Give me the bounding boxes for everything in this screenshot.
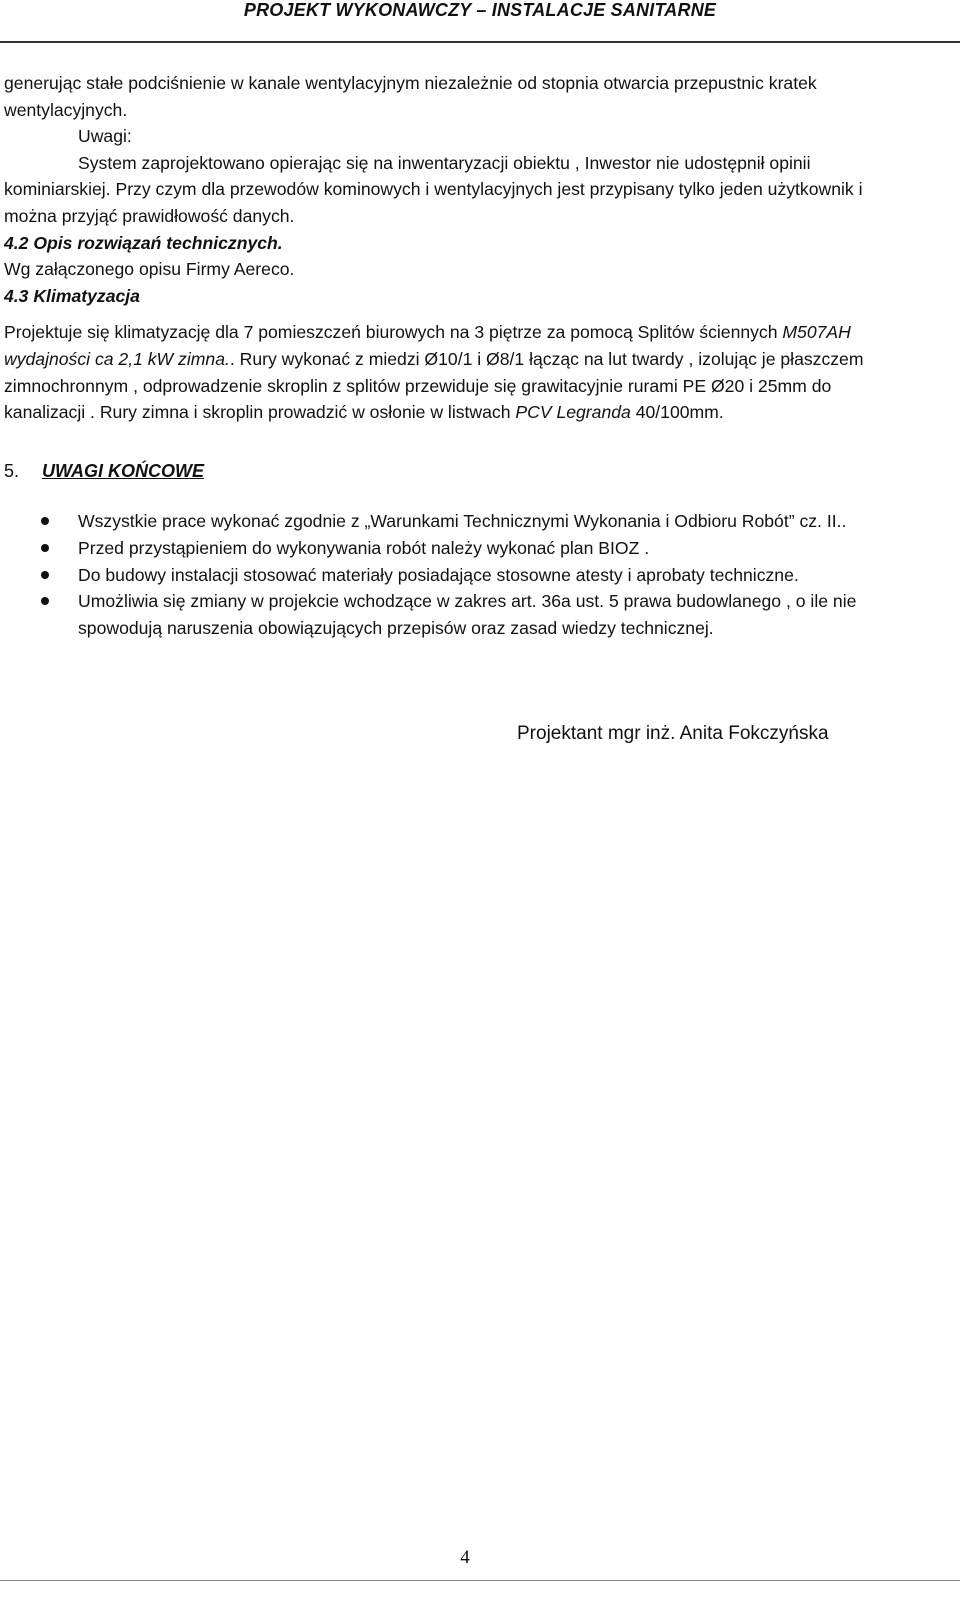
section-4-3-text-1: Projektuje się klimatyzację dla 7 pomieszczeń biurowych na 3 piętrze za pomocą Splitów ściennych bbox=[4, 322, 783, 343]
intro-line-1: generując stałe podciśnienie w kanale wentylacyjnym niezależnie od stopnia otwarcia przepustnic kratek bbox=[4, 73, 817, 93]
section-4-3-text-2: . Rury wykonać z miedzi Ø10/1 i Ø8/1 łącząc na lut twardy , izolując je płaszczem bbox=[229, 348, 864, 369]
cooling-capacity: wydajności ca 2,1 kW zimna. bbox=[4, 348, 230, 369]
list-item: Przed przystąpieniem do wykonywania robót należy wykonać plan BIOZ . bbox=[4, 535, 904, 562]
section-5-heading bbox=[4, 458, 904, 485]
bullet-icon bbox=[41, 544, 49, 552]
bullet-icon bbox=[41, 571, 49, 579]
bullet-icon bbox=[41, 517, 49, 525]
list-item: Wszystkie prace wykonać zgodnie z „Warunkami Technicznymi Wykonania i Odbioru Robót” cz. II.. bbox=[4, 508, 904, 535]
section-5-number: 5. bbox=[4, 460, 20, 481]
section-4-3-line-2 bbox=[4, 346, 904, 373]
section-4-3-line-4 bbox=[4, 399, 904, 426]
section-5-title: UWAGI KOŃCOWE bbox=[42, 460, 204, 481]
page-number: 4 bbox=[460, 1547, 470, 1568]
section-4-3-text-4b: 40/100mm. bbox=[630, 402, 724, 423]
list-item: Umożliwia się zmiany w projekcie wchodzące w zakres art. 36a ust. 5 prawa budowlanego , o ile nie spowodują naruszenia obowiązujących przepisów oraz zasad wiedzy technicznej. bbox=[4, 588, 904, 641]
section-4-3-line-3: zimnochronnym , odprowadzenie skroplin z splitów przewiduje się grawitacyjnie rurami PE Ø20 i 25mm do bbox=[4, 375, 832, 396]
remarks-label: Uwagi: bbox=[78, 126, 132, 147]
document-title: PROJEKT WYKONAWCZY – INSTALACJE SANITARNE bbox=[243, 0, 717, 20]
header-divider bbox=[0, 41, 960, 43]
bullet-icon bbox=[41, 597, 49, 605]
designer-signature: Projektant mgr inż. Anita Fokczyńska bbox=[517, 723, 829, 744]
section-4-2-text: Wg załączonego opisu Firmy Aereco. bbox=[4, 259, 295, 280]
footer-divider bbox=[0, 1580, 960, 1581]
final-remarks-list bbox=[4, 508, 904, 641]
list-item: Do budowy instalacji stosować materiały posiadające stosowne atesty i aprobaty techniczne. bbox=[4, 562, 904, 589]
section-4-3-line-1 bbox=[4, 319, 904, 346]
conduit-brand: PCV Legranda bbox=[515, 402, 631, 423]
page-header bbox=[0, 0, 960, 44]
document-body bbox=[4, 70, 904, 641]
section-4-2-heading: 4.2 Opis rozwiązań technicznych. bbox=[4, 232, 283, 253]
remarks-text-1: System zaprojektowano opierając się na inwentaryzacji obiektu , Inwestor nie udostępnił opinii bbox=[78, 152, 811, 173]
intro-line-2: wentylacyjnych. bbox=[4, 99, 128, 120]
remarks-text-2: kominiarskiej. Przy czym dla przewodów kominowych i wentylacyjnych jest przypisany tylko jeden użytkownik i bbox=[4, 179, 863, 200]
section-4-3-heading: 4.3 Klimatyzacja bbox=[4, 285, 140, 306]
remarks-text-3: można przyjąć prawidłowość danych. bbox=[4, 205, 295, 226]
split-model: M507AH bbox=[782, 322, 851, 343]
section-4-3-text-4a: kanalizacji . Rury zimna i skroplin prowadzić w osłonie w listwach bbox=[4, 402, 516, 423]
